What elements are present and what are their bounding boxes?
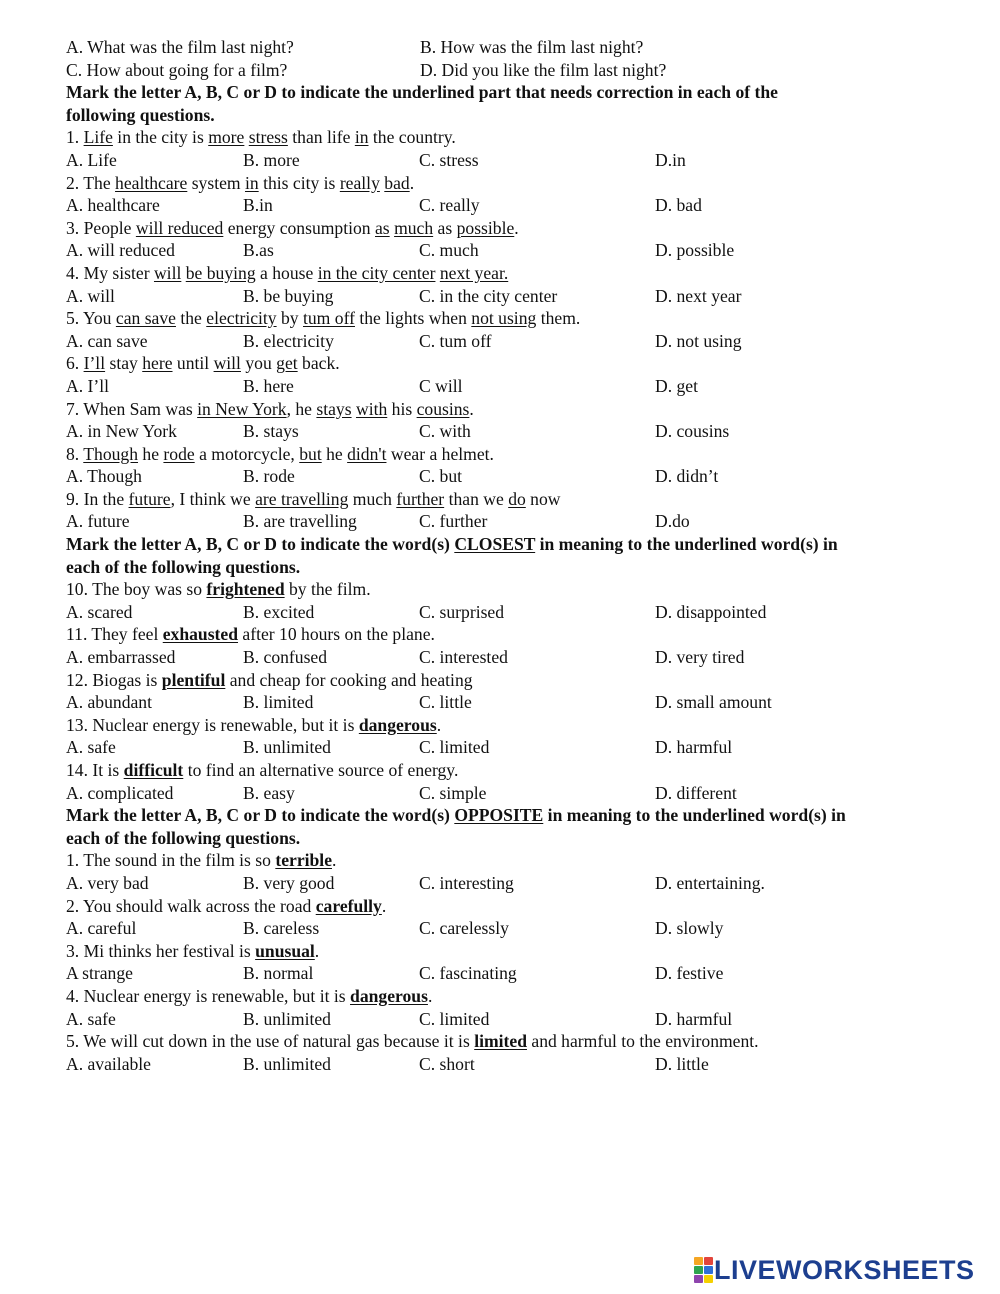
question-stem — [66, 262, 966, 285]
answer-option[interactable]: C. little — [419, 692, 472, 713]
text-segment: 10. The boy was so — [66, 579, 207, 600]
underlined-word: with — [355, 398, 388, 419]
question-stem — [66, 1030, 966, 1053]
underlined-word: will — [213, 353, 241, 374]
answer-option[interactable]: A. Though — [66, 466, 142, 487]
text-segment: 9. In the — [66, 488, 129, 509]
underlined-word: didn't — [347, 443, 387, 464]
text-segment: in the city is — [112, 127, 209, 148]
underlined-word: can save — [115, 308, 176, 329]
top-option: C. How about going for a film? — [66, 59, 288, 80]
underlined-word: will — [153, 262, 182, 283]
text-segment: in meaning to the underlined word(s) in — [535, 534, 838, 555]
answer-option[interactable]: B. unlimited — [243, 737, 331, 758]
underlined-word: plentiful — [161, 669, 226, 690]
answer-option[interactable]: A. safe — [66, 1008, 116, 1029]
underlined-word: healthcare — [115, 172, 188, 193]
underlined-word: stays — [316, 398, 352, 419]
underlined-word: exhausted — [162, 624, 239, 645]
section-instruction — [66, 81, 966, 104]
underlined-word: as — [375, 217, 390, 238]
underlined-word: electricity — [206, 308, 277, 329]
text-segment: , he — [286, 398, 317, 419]
text-segment: 2. You should walk across the road — [66, 895, 316, 916]
underlined-word: further — [396, 488, 445, 509]
answer-options — [66, 375, 966, 398]
text-segment: 8. — [66, 443, 84, 464]
liveworksheets-logo — [694, 1253, 994, 1287]
text-segment: much — [348, 488, 397, 509]
answer-option[interactable]: B. here — [243, 375, 294, 396]
text-segment: energy consumption — [223, 217, 375, 238]
underlined-word: in New York — [197, 398, 287, 419]
text-segment: he — [321, 443, 348, 464]
answer-option[interactable]: A. will — [66, 285, 115, 306]
answer-option[interactable]: C. limited — [419, 737, 490, 758]
answer-options — [66, 510, 966, 533]
worksheet-page — [66, 36, 966, 1075]
logo-square — [694, 1266, 703, 1274]
text-segment: 4. Nuclear energy is renewable, but it is — [66, 985, 351, 1006]
answer-option[interactable]: B. confused — [243, 647, 328, 668]
text-segment: the — [175, 308, 207, 329]
text-segment: 11. They feel — [66, 624, 163, 645]
answer-option[interactable]: D. bad — [655, 195, 702, 216]
section-instruction-cont: each of the following questions. — [66, 556, 301, 577]
section-instruction — [66, 804, 966, 827]
text-segment: stay — [105, 353, 143, 374]
answer-options — [66, 285, 966, 308]
text-segment: he — [138, 443, 164, 464]
answer-option[interactable]: D. cousins — [655, 421, 730, 442]
text-segment: . — [409, 172, 415, 193]
question-stem — [66, 398, 966, 421]
text-segment: 1. — [66, 127, 84, 148]
question-stem — [66, 623, 966, 646]
underlined-word: really — [339, 172, 380, 193]
answer-option[interactable]: B. be buying — [243, 285, 334, 306]
top-option: D. Did you like the film last night? — [420, 59, 667, 80]
answer-option[interactable]: B. excited — [243, 601, 315, 622]
top-option-row — [66, 36, 966, 59]
answer-option[interactable]: C. much — [419, 240, 479, 261]
underlined-word: in — [354, 127, 369, 148]
text-segment: 7. When Sam was — [66, 398, 198, 419]
text-segment: wear a helmet. — [386, 443, 494, 464]
answer-options — [66, 465, 966, 488]
answer-option[interactable]: A. I’ll — [66, 375, 109, 396]
logo-square — [704, 1275, 713, 1283]
answer-option[interactable]: A. future — [66, 511, 130, 532]
underlined-word: future — [128, 488, 171, 509]
text-segment: . — [427, 985, 433, 1006]
answer-option[interactable]: B. unlimited — [243, 1008, 331, 1029]
section-instruction-cont: each of the following questions. — [66, 827, 301, 848]
answer-options — [66, 239, 966, 262]
text-segment: the lights when — [354, 308, 472, 329]
answer-option[interactable]: C. short — [419, 1053, 475, 1074]
text-segment: 14. It is — [66, 760, 124, 780]
question-stem — [66, 307, 966, 330]
underlined-word: carefully — [315, 895, 382, 916]
underlined-word: rode — [163, 443, 195, 464]
answer-options — [66, 691, 966, 714]
question-stem — [66, 940, 966, 963]
underlined-word: frightened — [206, 579, 285, 600]
text-segment: and harmful to the environment. — [526, 1031, 759, 1052]
answer-option[interactable]: A. careful — [66, 918, 137, 939]
logo-text: LIVEWORKSHEETS — [714, 1254, 975, 1285]
text-segment: 6. — [66, 353, 84, 374]
underlined-word: cousins — [416, 398, 470, 419]
text-segment: by the film. — [284, 579, 371, 600]
underlined-word: I’ll — [83, 353, 106, 374]
answer-options — [66, 646, 966, 669]
answer-option[interactable]: A. scared — [66, 601, 133, 622]
underlined-word: Though — [83, 443, 139, 464]
underlined-word: dangerous — [358, 714, 437, 735]
answer-option[interactable]: A. will reduced — [66, 240, 175, 261]
answer-option[interactable]: C. simple — [419, 782, 487, 803]
top-option-row — [66, 59, 966, 82]
answer-option[interactable]: D. small amount — [655, 692, 772, 713]
answer-option[interactable]: A. available — [66, 1053, 151, 1074]
underlined-word: here — [142, 353, 173, 374]
underlined-word: limited — [474, 1031, 527, 1052]
answer-option[interactable]: C. tum off — [419, 330, 492, 351]
answer-options — [66, 420, 966, 443]
text-segment: a motorcycle, — [194, 443, 300, 464]
underlined-word: dangerous — [350, 985, 428, 1006]
top-option: A. What was the film last night? — [66, 37, 294, 57]
question-stem — [66, 849, 966, 872]
answer-options — [66, 194, 966, 217]
answer-option[interactable]: B. electricity — [243, 330, 334, 351]
answer-options — [66, 601, 966, 624]
text-segment: until — [172, 353, 214, 374]
underlined-word: Life — [83, 127, 113, 148]
answer-option[interactable]: A. abundant — [66, 692, 152, 713]
answer-option[interactable]: A. complicated — [66, 782, 174, 803]
answer-options — [66, 330, 966, 353]
answer-option[interactable]: B. very good — [243, 872, 335, 893]
text-segment: . — [381, 895, 387, 916]
text-segment: Mark the letter A, B, C or D to indicate the word(s) — [66, 534, 455, 555]
answer-options — [66, 962, 966, 985]
answer-option[interactable]: B. careless — [243, 918, 320, 939]
answer-option[interactable]: A strange — [66, 963, 133, 984]
text-segment: 5. We will cut down in the use of natural gas because it is — [66, 1031, 475, 1052]
question-stem — [66, 714, 966, 737]
answer-options — [66, 149, 966, 172]
section-instruction — [66, 533, 966, 556]
underlined-word: terrible — [275, 850, 332, 871]
answer-option[interactable]: D.do — [655, 511, 690, 532]
answer-options — [66, 736, 966, 759]
text-segment: . — [314, 940, 320, 961]
question-stem — [66, 443, 966, 466]
answer-options — [66, 1053, 966, 1076]
answer-option[interactable]: B. limited — [243, 692, 314, 713]
underlined-word: get — [276, 353, 298, 374]
text-segment: 13. Nuclear energy is renewable, but it is — [66, 714, 359, 735]
answer-option[interactable]: B. normal — [243, 963, 314, 984]
question-stem — [66, 985, 966, 1008]
underlined-word: are travelling — [255, 488, 349, 509]
underlined-word: much — [394, 217, 434, 238]
underlined-word: bad — [384, 172, 410, 193]
answer-option[interactable]: A. embarrassed — [66, 647, 176, 668]
answer-options — [66, 872, 966, 895]
answer-option[interactable]: D. little — [655, 1053, 709, 1074]
answer-option[interactable]: A. very bad — [66, 872, 149, 893]
answer-option[interactable]: B. unlimited — [243, 1053, 331, 1074]
answer-option[interactable]: C. limited — [419, 1008, 490, 1029]
answer-option[interactable]: A. Life — [66, 149, 117, 170]
text-segment: 3. People — [66, 217, 136, 238]
underlined-word: will reduced — [135, 217, 224, 238]
logo-square — [704, 1257, 713, 1265]
answer-option[interactable]: C will — [419, 375, 463, 396]
question-stem — [66, 759, 966, 782]
answer-option[interactable]: D.in — [655, 149, 686, 170]
text-segment: . — [436, 714, 442, 735]
answer-option[interactable]: D. harmful — [655, 737, 733, 758]
text-segment: as — [433, 217, 457, 238]
underlined-word: unusual — [255, 940, 315, 961]
text-segment: now — [525, 488, 561, 509]
answer-option[interactable]: D. next year — [655, 285, 742, 306]
answer-option[interactable]: C. surprised — [419, 601, 505, 622]
answer-option[interactable]: C. with — [419, 421, 471, 442]
question-stem — [66, 126, 966, 149]
answer-option[interactable]: C. in the city center — [419, 285, 558, 306]
answer-option[interactable]: C. fascinating — [419, 963, 517, 984]
answer-options — [66, 917, 966, 940]
underlined-word: possible — [456, 217, 515, 238]
answer-option[interactable]: C. but — [419, 466, 463, 487]
answer-option[interactable]: A. healthcare — [66, 195, 160, 216]
section-instruction-cont: following questions. — [66, 104, 215, 125]
text-segment: 2. The — [66, 172, 116, 193]
underlined-word: tum off — [303, 308, 355, 329]
answer-option[interactable]: D. disappointed — [655, 601, 767, 622]
text-segment: 1. The sound in the film is so — [66, 850, 276, 871]
answer-option[interactable]: B. more — [243, 149, 300, 170]
answer-option[interactable]: C. further — [419, 511, 488, 532]
answer-option[interactable]: C. carelessly — [419, 918, 509, 939]
text-segment: back. — [297, 353, 340, 374]
text-segment: . — [469, 398, 474, 419]
answer-options — [66, 1008, 966, 1031]
text-segment: you — [240, 353, 277, 374]
answer-option[interactable]: B. stays — [243, 421, 299, 442]
text-segment: system — [187, 172, 245, 193]
logo-icon — [694, 1257, 712, 1283]
text-segment: Mark the letter A, B, C or D to indicate the word(s) — [66, 805, 455, 826]
text-segment: and cheap for cooking and heating — [225, 669, 473, 690]
answer-option[interactable]: A. safe — [66, 737, 116, 758]
answer-option[interactable]: D. slowly — [655, 918, 724, 939]
text-segment: to find an alternative source of energy. — [183, 760, 459, 780]
text-segment: the country. — [368, 127, 456, 148]
text-segment: , I think we — [170, 488, 256, 509]
logo-square — [694, 1275, 703, 1283]
question-stem — [66, 172, 966, 195]
underlined-word: be buying — [185, 262, 256, 283]
text-segment: after 10 hours on the plane. — [238, 624, 435, 645]
answer-option[interactable]: B.in — [243, 195, 273, 216]
text-segment: 3. Mi thinks her festival is — [66, 940, 256, 961]
underlined-word: in the city center — [317, 262, 436, 283]
text-segment: 5. You — [66, 308, 116, 329]
underlined-word: stress — [248, 127, 288, 148]
text-segment: 12. Biogas is — [66, 669, 162, 690]
answer-option[interactable]: C. interested — [419, 647, 508, 668]
top-option: B. How was the film last night? — [420, 37, 644, 57]
text-segment: . — [514, 217, 519, 238]
answer-option[interactable]: D. get — [655, 375, 698, 396]
underlined-word: but — [299, 443, 322, 464]
answer-option[interactable]: B. rode — [243, 466, 295, 487]
question-stem — [66, 217, 966, 240]
answer-option[interactable]: C. stress — [419, 149, 479, 170]
text-segment: than life — [287, 127, 355, 148]
answer-option[interactable]: D. different — [655, 782, 737, 803]
answer-option[interactable]: D. possible — [655, 240, 735, 261]
underlined-word: CLOSEST — [454, 534, 536, 555]
answer-option[interactable]: D. festive — [655, 963, 724, 984]
text-segment: Mark the letter A, B, C or D to indicate the underlined part that needs correction in each of the — [66, 82, 778, 103]
text-segment: his — [387, 398, 417, 419]
text-segment: this city is — [258, 172, 340, 193]
underlined-word: next year. — [439, 262, 509, 283]
answer-option[interactable]: A. can save — [66, 330, 148, 351]
underlined-word: do — [508, 488, 526, 509]
question-stem — [66, 578, 966, 601]
text-segment: in meaning to the underlined word(s) in — [543, 805, 846, 826]
question-stem — [66, 669, 966, 692]
answer-option[interactable]: C. interesting — [419, 872, 514, 893]
text-segment: than we — [444, 488, 509, 509]
answer-option[interactable]: D. didn’t — [655, 466, 719, 487]
answer-options — [66, 782, 966, 805]
underlined-word: not using — [471, 308, 537, 329]
answer-option[interactable]: B.as — [243, 240, 274, 261]
logo-square — [694, 1257, 703, 1265]
question-stem — [66, 488, 966, 511]
text-segment: . — [332, 850, 337, 871]
text-segment: a house — [255, 262, 318, 283]
underlined-word: in — [244, 172, 259, 193]
answer-option[interactable]: D. very tired — [655, 647, 745, 668]
question-stem — [66, 895, 966, 918]
underlined-word: OPPOSITE — [454, 805, 544, 826]
text-segment: by — [276, 308, 303, 329]
answer-option[interactable]: C. really — [419, 195, 480, 216]
text-segment: 4. My sister — [66, 262, 154, 283]
answer-option[interactable]: B. are travelling — [243, 511, 357, 532]
answer-option[interactable]: A. in New York — [66, 421, 177, 442]
answer-option[interactable]: B. easy — [243, 782, 295, 803]
question-stem — [66, 352, 966, 375]
underlined-word: difficult — [123, 760, 184, 780]
answer-option[interactable]: D. entertaining. — [655, 872, 765, 893]
underlined-word: more — [208, 127, 245, 148]
text-segment: them. — [536, 308, 581, 329]
answer-option[interactable]: D. not using — [655, 330, 742, 351]
logo-square — [704, 1266, 713, 1274]
answer-option[interactable]: D. harmful — [655, 1008, 733, 1029]
